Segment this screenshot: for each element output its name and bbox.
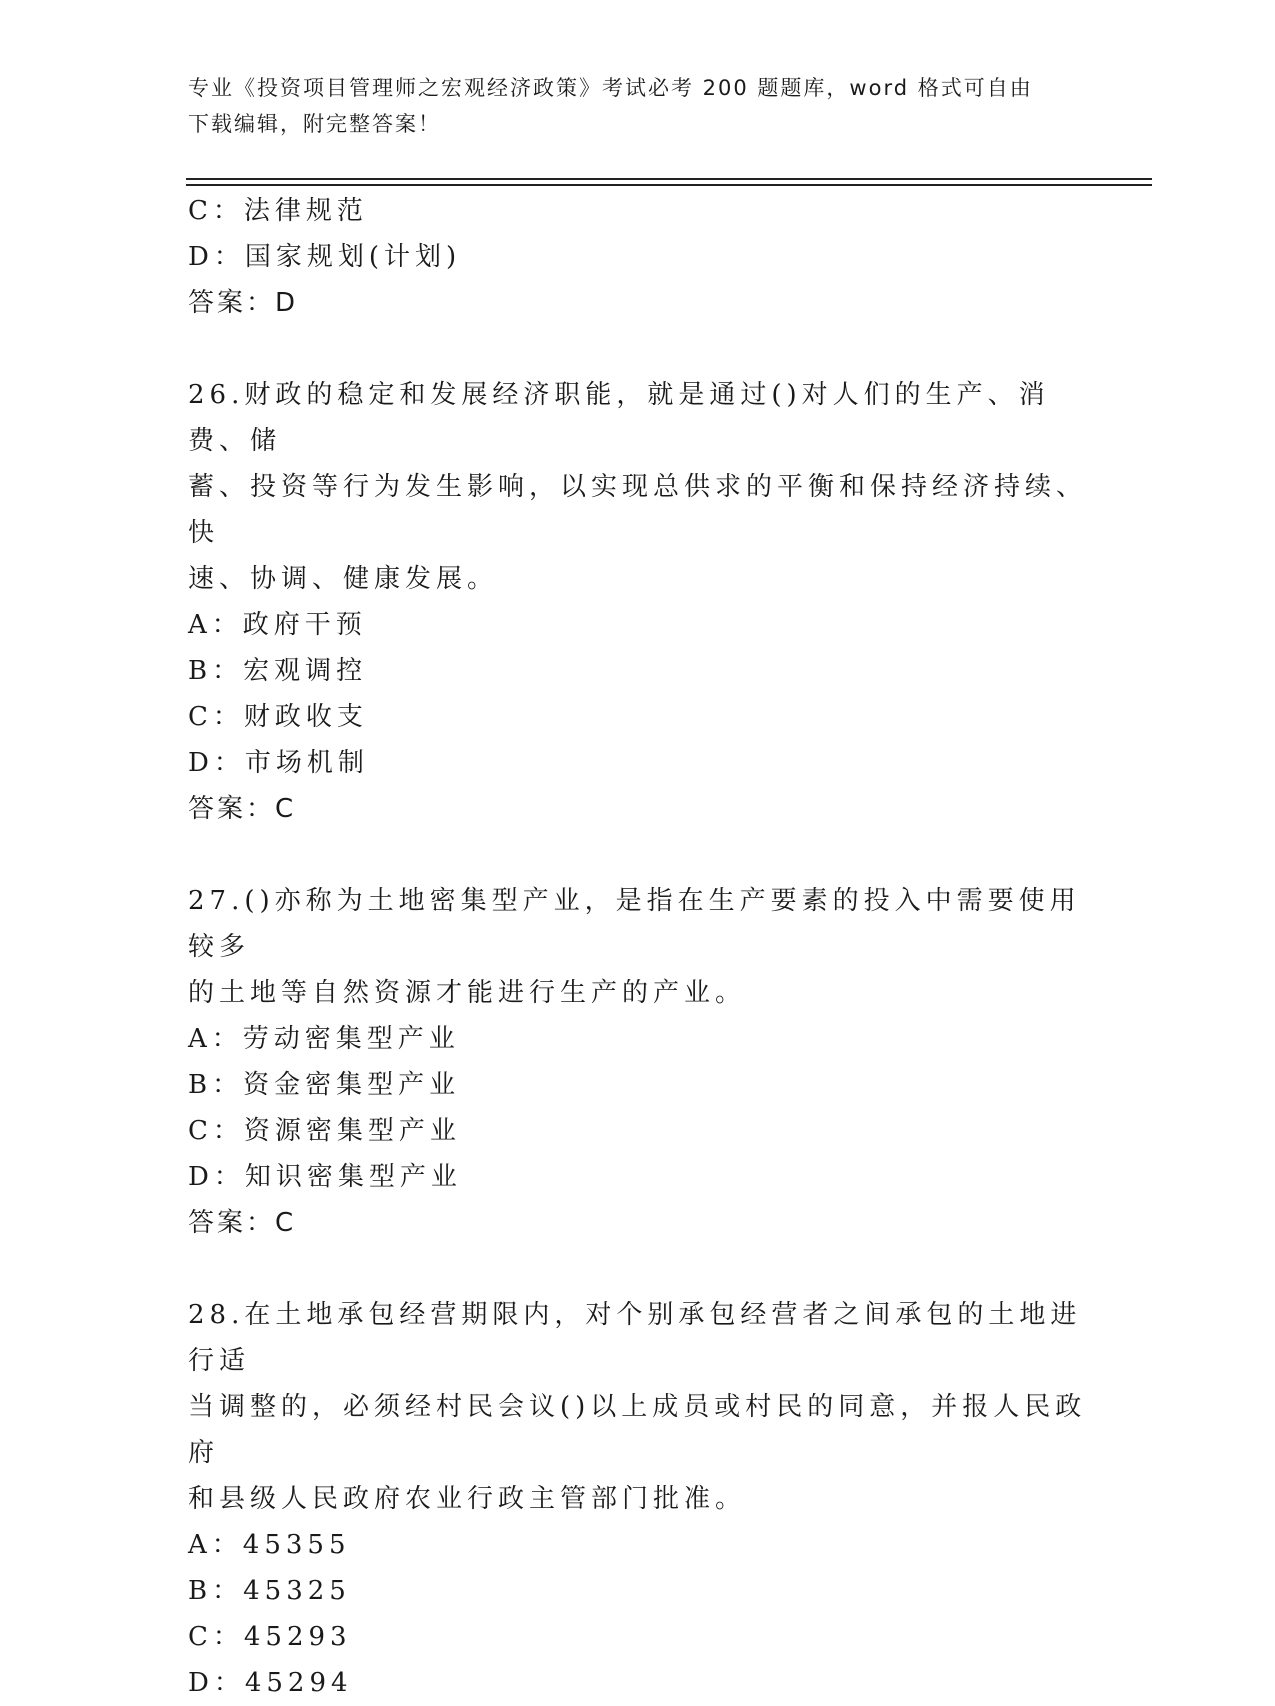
question-stem-line: 和县级人民政府农业行政主管部门批准。 <box>188 1484 747 1514</box>
document-header <box>188 70 1068 142</box>
option-c: C：45293 <box>188 1622 352 1652</box>
question-stem-line: 27.()亦称为土地密集型产业，是指在生产要素的投入中需要使用较多 <box>188 886 1081 962</box>
question-stem <box>188 1292 1088 1522</box>
header-divider-bottom <box>186 184 1152 186</box>
question-27 <box>188 878 1088 1246</box>
question-stem-line: 当调整的，必须经村民会议()以上成员或村民的同意，并报人民政府 <box>188 1392 1087 1468</box>
answer-text: 答案：C <box>188 1208 297 1238</box>
option-a: A：45355 <box>188 1530 351 1560</box>
question-stem-line: 速、协调、健康发展。 <box>188 564 499 594</box>
question-28 <box>188 1292 1088 1706</box>
header-divider-top <box>186 178 1152 180</box>
option-d: D：市场机制 <box>188 748 369 778</box>
option-a: A：劳动密集型产业 <box>188 1024 460 1054</box>
header-line-2: 下载编辑，附完整答案！ <box>188 112 441 136</box>
option-d: D：国家规划(计划) <box>188 242 462 272</box>
question-stem-line: 28.在土地承包经营期限内，对个别承包经营者之间承包的土地进行适 <box>188 1300 1082 1376</box>
answer-text: 答案：D <box>188 288 299 318</box>
option-c: C：法律规范 <box>188 196 368 226</box>
option-c: C：资源密集型产业 <box>188 1116 461 1146</box>
question-stem-line: 26.财政的稳定和发展经济职能，就是通过()对人们的生产、消费、储 <box>188 380 1050 456</box>
question-26 <box>188 372 1088 832</box>
question-list <box>188 188 1088 1706</box>
previous-question-tail <box>188 188 1088 326</box>
option-b: B：宏观调控 <box>188 656 368 686</box>
option-a: A：政府干预 <box>188 610 367 640</box>
option-c: C：财政收支 <box>188 702 368 732</box>
option-d: D：45294 <box>188 1668 353 1698</box>
option-b: B：资金密集型产业 <box>188 1070 461 1100</box>
option-d: D：知识密集型产业 <box>188 1162 462 1192</box>
header-line-1: 专业《投资项目管理师之宏观经济政策》考试必考 200 题题库，word 格式可自由 <box>188 76 1033 100</box>
question-stem <box>188 878 1088 1016</box>
option-b: B：45325 <box>188 1576 351 1606</box>
question-stem <box>188 372 1088 602</box>
question-stem-line: 蓄、投资等行为发生影响，以实现总供求的平衡和保持经济持续、快 <box>188 472 1088 548</box>
answer-text: 答案：C <box>188 794 297 824</box>
question-stem-line: 的土地等自然资源才能进行生产的产业。 <box>188 978 747 1008</box>
